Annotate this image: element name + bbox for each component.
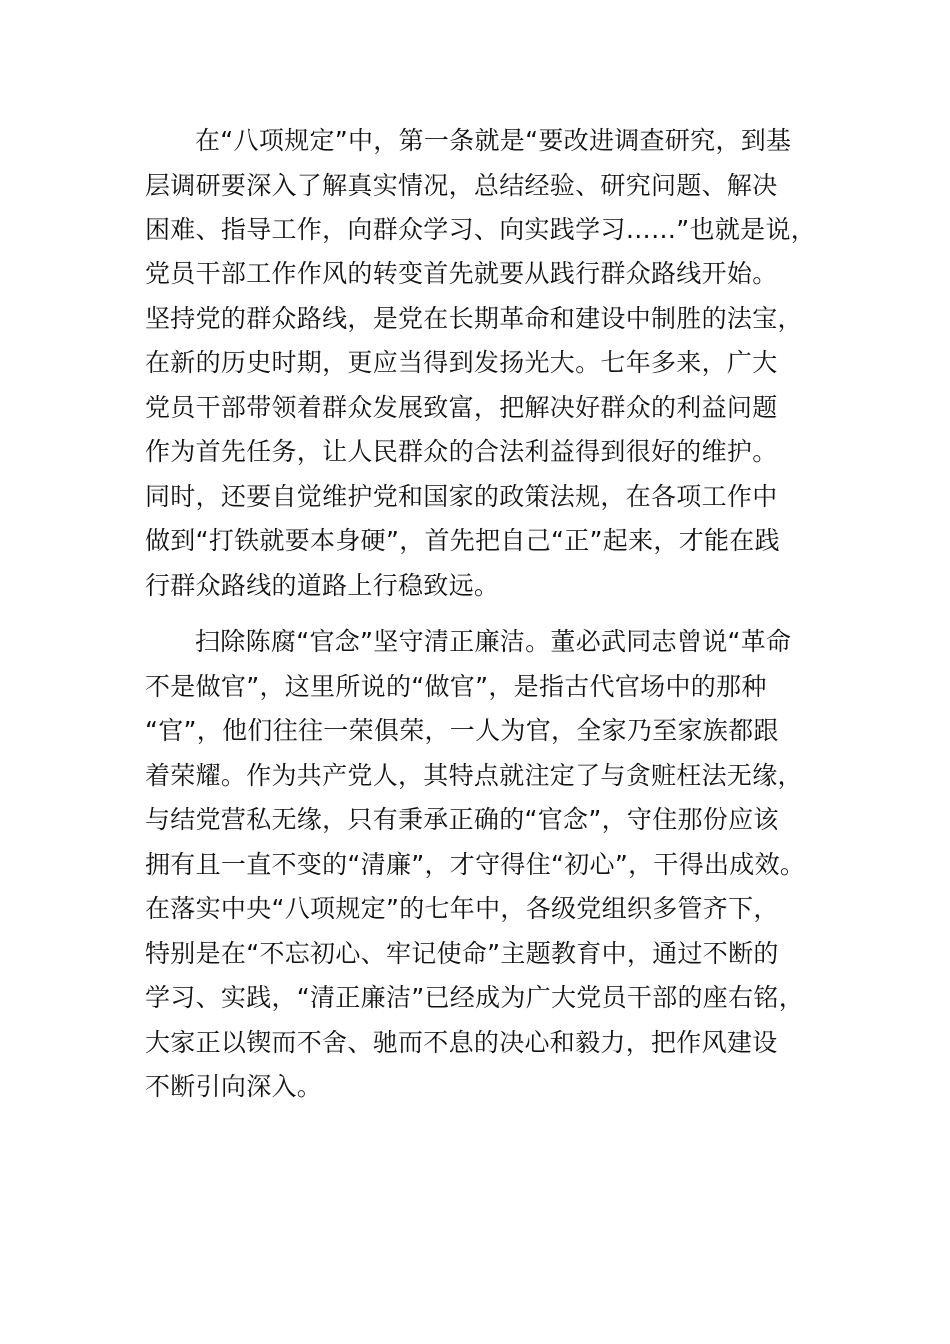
paragraph-line: 做到“打铁就要本身硬”，首先把自己“正”起来，才能在践: [145, 526, 780, 555]
paragraph-line: 不是做官”，这里所说的“做官”，是指古代官场中的那种: [145, 672, 767, 701]
paragraph-line: 与结党营私无缘，只有秉承正确的“官念”，守住那份应该: [145, 805, 779, 834]
paragraph-line: 扫除陈腐“官念”坚守清正廉洁。董必武同志曾说“革命: [195, 627, 792, 656]
paragraph-line: 大家正以锲而不舍、驰而不息的决心和毅力，把作风建设: [145, 1028, 778, 1057]
paragraph-line: 特别是在“不忘初心、牢记使命”主题教育中，通过不断的: [145, 939, 779, 968]
paragraph-line: 拥有且一直不变的“清廉”，才守得住“初心”，干得出成效。: [145, 850, 806, 879]
paragraph-line: 不断引向深入。: [145, 1072, 323, 1101]
paragraph-line: 着荣耀。作为共产党人，其特点就注定了与贪赃枉法无缘，: [145, 761, 803, 790]
paragraph-line: 在落实中央“八项规定”的七年中，各级党组织多管齐下，: [145, 894, 779, 923]
paragraph-line: 作为首先任务，让人民群众的合法利益得到很好的维护。: [145, 437, 778, 466]
paragraph-line: 党员干部工作作风的转变首先就要从践行群众路线开始。: [145, 259, 778, 288]
paragraph-line: 在新的历史时期，更应当得到发扬光大。七年多来，广大: [145, 348, 778, 377]
paragraph-line: “官”，他们往往一荣俱荣，一人为官，全家乃至家族都跟: [145, 716, 779, 745]
paragraph-line: 层调研要深入了解真实情况，总结经验、研究问题、解决: [145, 171, 778, 200]
paragraph-line: 在“八项规定”中，第一条就是“要改进调查研究，到基: [195, 126, 792, 155]
paragraph-line: 同时，还要自觉维护党和国家的政策法规，在各项工作中: [145, 482, 778, 511]
paragraph-line: 行群众路线的道路上行稳致远。: [145, 571, 500, 600]
paragraph-line: 困难、指导工作，向群众学习、向实践学习……”也就是说，: [145, 215, 817, 244]
paragraph-line: 坚持党的群众路线，是党在长期革命和建设中制胜的法宝，: [145, 304, 803, 333]
paragraph-line: 党员干部带领着群众发展致富，把解决好群众的利益问题: [145, 393, 778, 422]
paragraph-line: 学习、实践，“清正廉洁”已经成为广大党员干部的座右铭，: [145, 983, 805, 1012]
